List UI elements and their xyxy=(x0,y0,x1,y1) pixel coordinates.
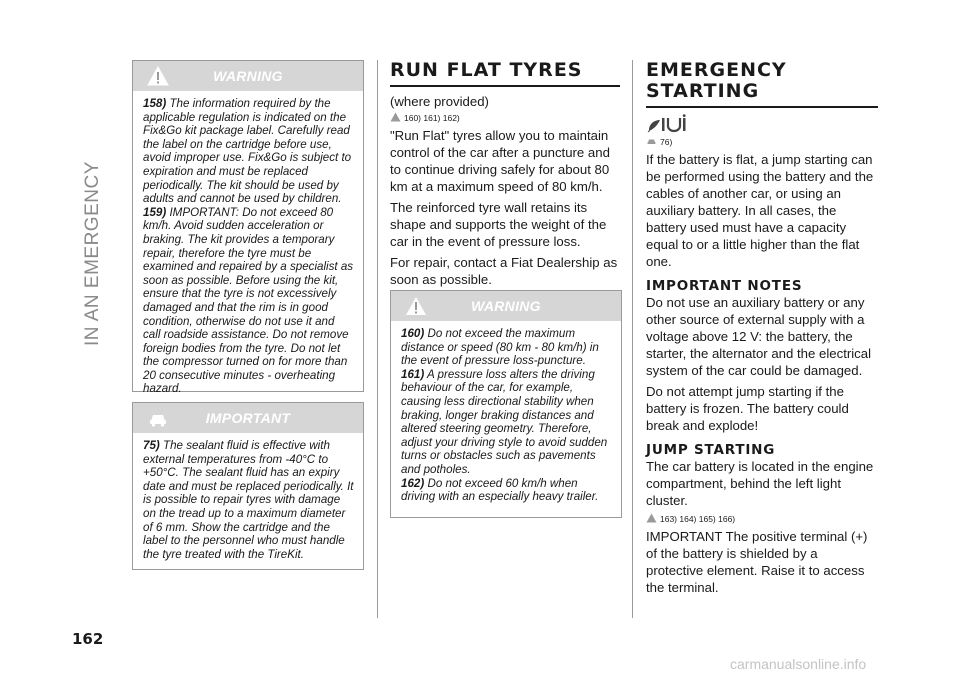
warning-item-text: Do not exceed 60 km/h when driving with an especially heavy trailer. xyxy=(401,476,599,504)
jump-starting-text: The car battery is located in the engine compartment, behind the left light cluster. xyxy=(646,459,874,508)
emergency-starting-section xyxy=(646,60,878,600)
run-flat-subtitle: (where provided) xyxy=(390,94,489,109)
emergency-heading-line2: STARTING xyxy=(646,80,760,102)
warning-item-text: The information required by the applicable regulation is indicated on the Fix&Go kit package label. Carefully read the label on the cartridge before use, avoid improper use. Fix&Go is subject to expiration and must be replaced periodically. The kit should be used by adults and cannot be used by children. xyxy=(143,97,352,206)
warning-box-title: WARNING xyxy=(213,68,283,84)
section-side-title: IN AN EMERGENCY xyxy=(82,161,103,346)
column-divider-left xyxy=(377,60,378,618)
warning-item-text: Do not exceed the maximum distance or speed (80 km - 80 km/h) in the event of pressure loss-puncture. xyxy=(401,327,599,368)
important-item-number: 75) xyxy=(143,439,160,452)
warning-item-number: 160) xyxy=(401,327,425,340)
heading-rule xyxy=(390,85,620,87)
important-box-body xyxy=(133,433,363,567)
warning-item-text: A pressure loss alters the driving behaviour of the car, for example, causing less directional stability when braking, longer braking distances and altered steering geometry. Therefore, adjust your driving style to avoid sudden turns or obstacles such as pavements and potholes. xyxy=(401,367,608,476)
watermark: carmanualsonline.info xyxy=(730,656,867,672)
warning-box-run-flat xyxy=(390,290,622,518)
run-flat-paragraph: The reinforced tyre wall retains its shape and supports the weight of the car in the event of pressure loss. xyxy=(390,200,607,249)
warning-box-body xyxy=(133,91,363,402)
jump-starting-refs-text: 163) 164) 165) 166) xyxy=(660,514,736,524)
warning-triangle-icon xyxy=(646,513,657,526)
warning-triangle-icon xyxy=(390,112,401,125)
important-note: Do not use an auxiliary battery or any other source of external supply with a voltage above 12 V: the battery, the starter, the alternator and the electrical system of the car could be damaged. xyxy=(646,295,872,378)
car-notice-icon xyxy=(646,136,657,149)
emergency-refs-text: 76) xyxy=(660,137,673,147)
emergency-intro: If the battery is flat, a jump starting can be performed using the battery and the cables of another car, or using an auxiliary battery. In all cases, the battery used must have a capacity equal to or a little higher than the flat one. xyxy=(646,152,874,269)
warning-item-text: IMPORTANT: Do not exceed 80 km/h. Avoid sudden acceleration or braking. The kit provides a temporary repair, therefore the tyre must be examined and repaired by a specialist as soon as possible. Before using the kit, ensure that the tyre is not excessively damaged and that the rim is in good condition, otherwise do not use it and call roadside assistance. Do not remove foreign bodies from the tyre. Do not let the compressor turned on for more than 20 consecutive minutes - overheating hazard. xyxy=(143,205,354,396)
important-box-header xyxy=(133,403,363,433)
column-divider-right xyxy=(632,60,633,618)
run-flat-section xyxy=(390,60,620,292)
warning-item-number: 159) xyxy=(143,205,167,219)
important-note: Do not attempt jump starting if the battery is frozen. The battery could break and explode! xyxy=(646,384,849,433)
warning-item-number: 161) xyxy=(401,367,425,381)
important-box-sealant xyxy=(132,402,364,570)
warning-box-kit xyxy=(132,60,364,396)
warning-item-number: 158) xyxy=(143,97,167,110)
run-flat-paragraph: "Run Flat" tyres allow you to maintain control of the car after a puncture and to continue driving safely for about 80 km at a maximum speed of 80 km/h. xyxy=(390,128,610,194)
warning-item-number: 162) xyxy=(401,476,425,490)
warning-box-title: WARNING xyxy=(471,298,541,314)
warning-box-header xyxy=(133,61,363,91)
warning-item xyxy=(401,327,613,368)
warning-item xyxy=(143,206,355,396)
warning-item xyxy=(401,368,613,477)
warning-box-header xyxy=(391,291,621,321)
run-flat-paragraph: For repair, contact a Fiat Dealership as soon as possible. xyxy=(390,255,618,287)
important-item-text: The sealant fluid is effective with external temperatures from -40°C to +50°C. The sealant fluid has an expiry date and must be replaced periodically. It is possible to repair tyres with damage on the tread up to a maximum diameter of 6 mm. Show the cartridge and the label to the personnel who must handle the tyre treated with the TireKit. xyxy=(143,439,354,561)
emergency-heading-line1: EMERGENCY xyxy=(646,59,787,81)
important-item xyxy=(143,439,355,561)
heading-rule xyxy=(646,106,878,108)
run-flat-refs xyxy=(390,112,620,125)
jump-starting-heading: JUMP STARTING xyxy=(646,442,776,458)
jump-starting-refs xyxy=(646,513,878,526)
eco-symbol-icon xyxy=(646,114,878,134)
terminal-text: IMPORTANT The positive terminal (+) of the battery is shielded by a protective element. Raise it to access the terminal. xyxy=(646,529,868,595)
important-notes-heading: IMPORTANT NOTES xyxy=(646,278,803,294)
warning-item xyxy=(143,97,355,206)
page-number: 162 xyxy=(72,630,104,648)
warning-item xyxy=(401,477,613,504)
emergency-refs xyxy=(646,136,878,149)
important-box-title: IMPORTANT xyxy=(205,410,291,426)
warning-box-body xyxy=(391,321,621,510)
run-flat-heading: RUN FLAT TYRES xyxy=(390,59,583,81)
run-flat-refs-text: 160) 161) 162) xyxy=(404,113,460,123)
